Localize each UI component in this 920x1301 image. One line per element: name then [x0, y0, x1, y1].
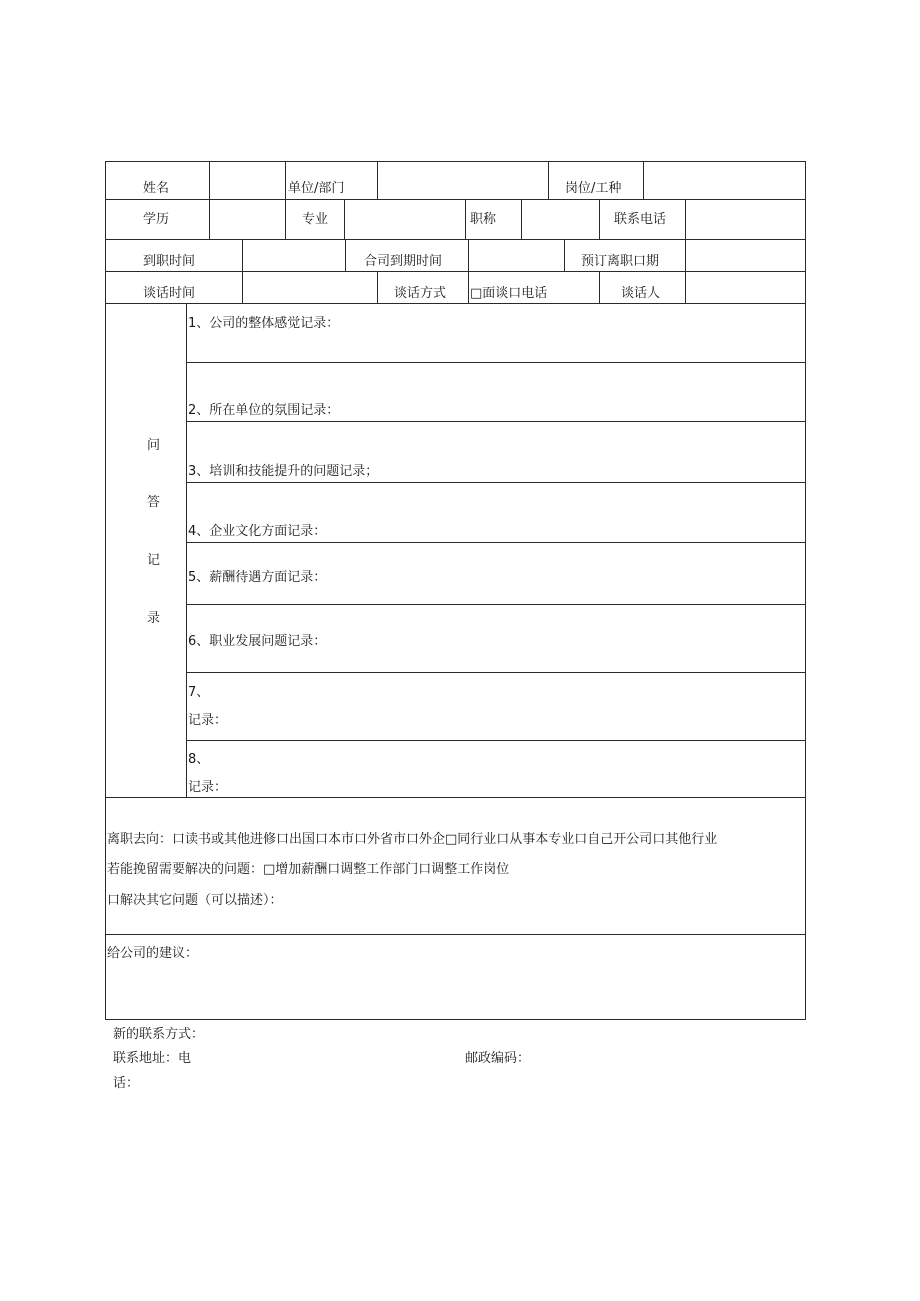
cell-divider — [209, 199, 210, 239]
retention-options[interactable]: 若能挽留需要解决的问题：□增加薪酬口调整工作部门口调整工作岗位 — [107, 862, 510, 877]
qa-row-divider — [186, 362, 806, 363]
row-divider — [105, 199, 806, 200]
interviewer-label: 谈话人 — [621, 286, 661, 301]
cell-divider — [242, 239, 243, 271]
cell-divider — [285, 199, 286, 239]
row-divider — [105, 303, 806, 304]
education-label: 学历 — [143, 212, 170, 227]
address-phone-label: 联系地址：电 — [113, 1051, 192, 1066]
section-divider — [105, 934, 806, 935]
new-contact-label: 新的联系方式： — [113, 1027, 205, 1042]
cell-divider — [209, 161, 210, 199]
planned-leave-label: 预订离职口期 — [581, 254, 660, 269]
section-divider — [105, 797, 806, 798]
contract-end-label: 合司到期时间 — [364, 254, 443, 269]
cell-divider — [377, 271, 378, 303]
qa-row-divider — [186, 604, 806, 605]
question-4: 4、企业文化方面记录： — [188, 524, 327, 539]
cell-divider — [548, 161, 549, 199]
qa-side-char: 问 — [147, 438, 161, 453]
other-issues-option[interactable]: 口解决其它问题（可以描述）： — [107, 893, 283, 908]
row-divider — [105, 239, 806, 240]
qa-row-divider — [186, 672, 806, 673]
question-1: 1、公司的整体感觉记录： — [188, 316, 340, 331]
interview-mode-options[interactable]: □面谈口电话 — [470, 286, 548, 301]
table-bottom-border — [105, 1019, 806, 1020]
cell-divider — [685, 239, 686, 271]
table-top-border — [105, 161, 806, 162]
cell-divider — [465, 199, 466, 239]
interview-time-label: 谈话时间 — [143, 286, 196, 301]
cell-divider — [599, 199, 600, 239]
phone-continuation: 话： — [113, 1076, 140, 1091]
name-label: 姓名 — [143, 181, 170, 196]
cell-divider — [344, 199, 345, 239]
phone-label: 联系电话 — [614, 212, 667, 227]
interview-mode-label: 谈话方式 — [394, 286, 447, 301]
cell-divider — [521, 199, 522, 239]
qa-row-divider — [186, 542, 806, 543]
destination-options[interactable]: 离职去向：口读书或其他进修口出国口本市口外省市口外企□同行业口从事本专业口自己开公司口其他行业 — [107, 832, 718, 847]
qa-row-divider — [186, 482, 806, 483]
major-label: 专业 — [302, 212, 329, 227]
cell-divider — [564, 239, 565, 271]
cell-divider — [643, 161, 644, 199]
cell-divider — [468, 239, 469, 271]
cell-divider — [685, 199, 686, 239]
qa-divider — [186, 303, 187, 797]
cell-divider — [468, 271, 469, 303]
question-5: 5、薪酬待遇方面记录： — [188, 570, 327, 585]
cell-divider — [685, 271, 686, 303]
question-8-text: 记录： — [188, 780, 228, 795]
qa-side-char: 记 — [147, 553, 161, 568]
qa-side-char: 录 — [147, 611, 161, 626]
suggestion-label: 给公司的建议： — [107, 946, 199, 961]
hire-date-label: 到职时间 — [143, 254, 196, 269]
question-7-text: 记录： — [188, 713, 228, 728]
question-2: 2、所在单位的氛围记录： — [188, 403, 340, 418]
cell-divider — [377, 161, 378, 199]
table-right-border — [805, 161, 806, 1020]
question-7-number: 7、 — [188, 685, 210, 700]
postcode-label: 邮政编码： — [465, 1051, 531, 1066]
row-divider — [105, 271, 806, 272]
table-left-border — [105, 161, 106, 1020]
cell-divider — [345, 239, 346, 271]
qa-row-divider — [186, 421, 806, 422]
cell-divider — [285, 161, 286, 199]
qa-side-char: 答 — [147, 495, 161, 510]
dept-label: 单位/部门 — [288, 181, 345, 196]
cell-divider — [242, 271, 243, 303]
question-8-number: 8、 — [188, 752, 210, 767]
post-label: 岗位/工种 — [565, 181, 622, 196]
qa-row-divider — [186, 740, 806, 741]
cell-divider — [599, 271, 600, 303]
question-3: 3、培训和技能提升的问题记录； — [188, 464, 379, 479]
title-label: 职称 — [470, 212, 497, 227]
question-6: 6、职业发展问题记录： — [188, 634, 327, 649]
